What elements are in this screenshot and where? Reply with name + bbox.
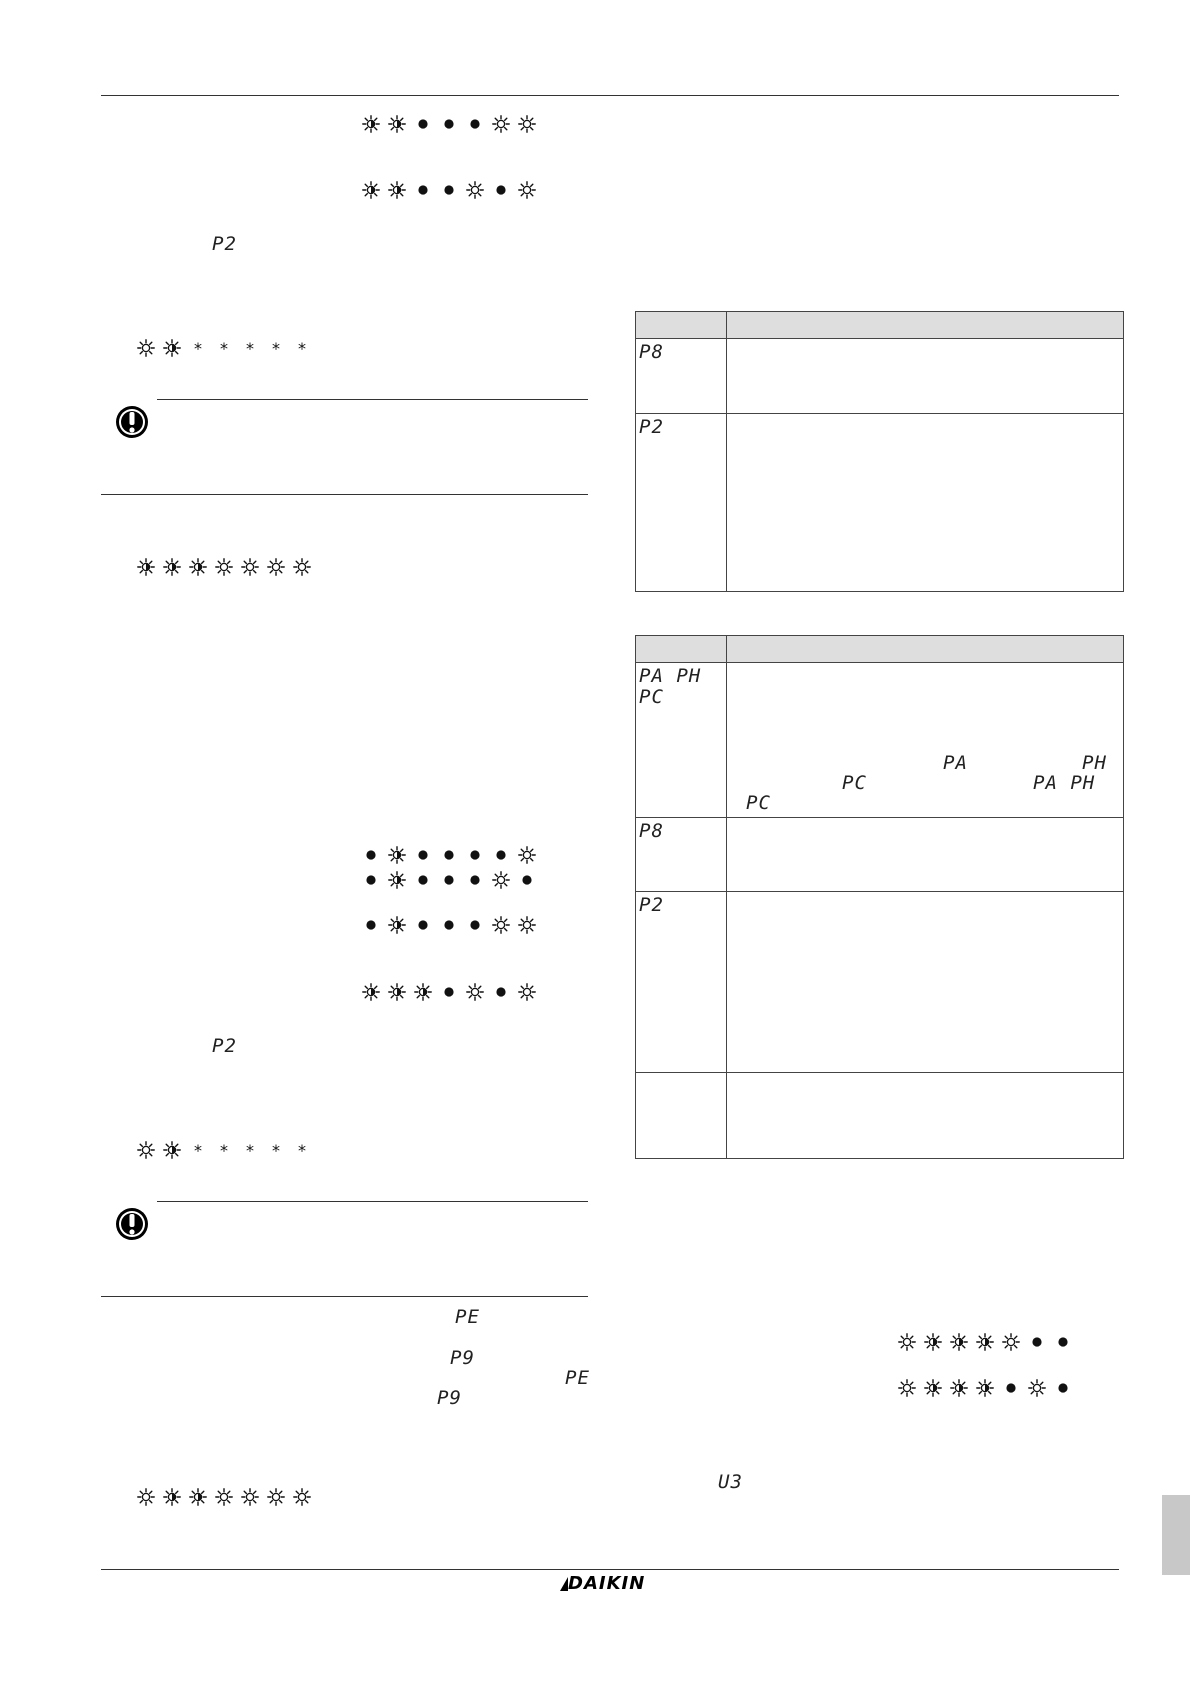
table-header — [636, 312, 1123, 339]
led-flashing-icon — [946, 1378, 972, 1398]
warning-box — [101, 399, 588, 495]
inline-code: PA PH — [1033, 772, 1096, 794]
led-flashing-icon — [972, 1378, 998, 1398]
svg-text:*: * — [220, 1141, 228, 1159]
led-on-icon — [410, 870, 436, 890]
led-flashing-icon — [384, 180, 410, 200]
display-code: PE — [565, 1367, 590, 1389]
svg-text:*: * — [272, 339, 280, 357]
led-flashing-icon — [384, 845, 410, 865]
led-on-icon — [462, 845, 488, 865]
led-on-icon — [410, 180, 436, 200]
led-any-state-icon — [211, 1140, 237, 1160]
error-code-table-1 — [635, 311, 1124, 592]
svg-text:*: * — [298, 339, 306, 357]
led-off-icon — [211, 557, 237, 577]
inline-code: PH — [1082, 752, 1107, 774]
led-flashing-icon — [384, 870, 410, 890]
table-code: P8 — [639, 341, 664, 363]
led-off-icon — [488, 915, 514, 935]
led-flashing-icon — [410, 982, 436, 1002]
led-on-icon — [436, 870, 462, 890]
display-code: P9 — [437, 1387, 462, 1409]
svg-text:*: * — [246, 1141, 254, 1159]
led-off-icon — [514, 982, 540, 1002]
led-on-icon — [1024, 1332, 1050, 1352]
led-off-icon — [289, 1487, 315, 1507]
led-on-icon — [410, 845, 436, 865]
led-on-icon — [436, 114, 462, 134]
led-off-icon — [133, 338, 159, 358]
led-flashing-icon — [920, 1332, 946, 1352]
led-any-state-icon — [237, 1140, 263, 1160]
led-flashing-icon — [185, 1487, 211, 1507]
header-rule — [101, 95, 1119, 96]
svg-text:*: * — [220, 339, 228, 357]
led-pattern-2 — [358, 180, 540, 200]
display-code: P2 — [212, 1035, 237, 1057]
led-off-icon — [894, 1332, 920, 1352]
led-flashing-icon — [358, 114, 384, 134]
led-on-icon — [436, 845, 462, 865]
led-on-icon — [358, 870, 384, 890]
led-on-icon — [436, 982, 462, 1002]
led-flashing-icon — [946, 1332, 972, 1352]
led-off-icon — [263, 1487, 289, 1507]
led-on-icon — [1050, 1332, 1076, 1352]
led-on-icon — [462, 870, 488, 890]
led-on-icon — [410, 114, 436, 134]
led-pattern-9 — [133, 1140, 315, 1160]
table-code: P8 — [639, 820, 664, 842]
led-any-state-icon — [237, 338, 263, 358]
svg-text:*: * — [272, 1141, 280, 1159]
led-flashing-icon — [358, 180, 384, 200]
svg-text:*: * — [194, 339, 202, 357]
led-off-icon — [211, 1487, 237, 1507]
led-off-icon — [237, 557, 263, 577]
led-any-state-icon — [289, 1140, 315, 1160]
display-code: P2 — [212, 233, 237, 255]
display-code: PE — [455, 1306, 480, 1328]
led-on-icon — [436, 180, 462, 200]
chapter-tab — [1162, 1495, 1190, 1575]
led-off-icon — [998, 1332, 1024, 1352]
led-any-state-icon — [185, 338, 211, 358]
led-on-icon — [488, 180, 514, 200]
daikin-logo: DAIKIN — [568, 1573, 646, 1594]
exclamation-icon — [115, 405, 149, 439]
table-code: P2 — [639, 894, 664, 916]
led-any-state-icon — [263, 338, 289, 358]
led-pattern-12 — [894, 1378, 1076, 1398]
led-off-icon — [263, 557, 289, 577]
led-flashing-icon — [133, 557, 159, 577]
led-flashing-icon — [159, 338, 185, 358]
led-pattern-7 — [358, 915, 540, 935]
led-on-icon — [1050, 1378, 1076, 1398]
led-off-icon — [514, 114, 540, 134]
led-flashing-icon — [972, 1332, 998, 1352]
led-off-icon — [462, 180, 488, 200]
led-any-state-icon — [185, 1140, 211, 1160]
daikin-logo-mark — [560, 1577, 568, 1591]
led-flashing-icon — [920, 1378, 946, 1398]
led-pattern-6 — [358, 870, 540, 890]
led-flashing-icon — [159, 1140, 185, 1160]
led-off-icon — [133, 1487, 159, 1507]
led-on-icon — [462, 915, 488, 935]
footer-rule — [101, 1569, 1119, 1570]
led-pattern-3 — [133, 338, 315, 358]
svg-text:*: * — [298, 1141, 306, 1159]
led-any-state-icon — [263, 1140, 289, 1160]
warning-box — [101, 1201, 588, 1297]
error-code-table-2 — [635, 635, 1124, 1159]
led-flashing-icon — [185, 557, 211, 577]
led-off-icon — [514, 845, 540, 865]
led-pattern-10 — [133, 1487, 315, 1507]
led-any-state-icon — [289, 338, 315, 358]
led-off-icon — [237, 1487, 263, 1507]
inline-code: PA — [943, 752, 968, 774]
led-on-icon — [998, 1378, 1024, 1398]
svg-text:*: * — [246, 339, 254, 357]
inline-code: PC — [746, 792, 771, 814]
table-header — [636, 636, 1123, 663]
led-on-icon — [488, 845, 514, 865]
led-flashing-icon — [384, 114, 410, 134]
led-on-icon — [514, 870, 540, 890]
led-pattern-4 — [133, 557, 315, 577]
led-pattern-11 — [894, 1332, 1076, 1352]
led-on-icon — [358, 915, 384, 935]
table-code: PC — [639, 686, 664, 708]
display-code: P9 — [450, 1347, 475, 1369]
led-on-icon — [410, 915, 436, 935]
led-on-icon — [462, 114, 488, 134]
led-flashing-icon — [384, 982, 410, 1002]
led-off-icon — [894, 1378, 920, 1398]
led-pattern-8 — [358, 982, 540, 1002]
led-flashing-icon — [159, 557, 185, 577]
led-on-icon — [436, 915, 462, 935]
led-any-state-icon — [211, 338, 237, 358]
led-off-icon — [514, 915, 540, 935]
led-pattern-1 — [358, 114, 540, 134]
led-pattern-5 — [358, 845, 540, 865]
svg-text:*: * — [194, 1141, 202, 1159]
led-off-icon — [1024, 1378, 1050, 1398]
exclamation-icon — [115, 1207, 149, 1241]
led-flashing-icon — [159, 1487, 185, 1507]
led-off-icon — [488, 870, 514, 890]
led-off-icon — [462, 982, 488, 1002]
led-off-icon — [488, 114, 514, 134]
led-off-icon — [133, 1140, 159, 1160]
inline-code: PC — [842, 772, 867, 794]
display-code: U3 — [718, 1471, 743, 1493]
led-on-icon — [488, 982, 514, 1002]
table-code: P2 — [639, 416, 664, 438]
led-off-icon — [289, 557, 315, 577]
table-code: PA PH — [639, 665, 702, 687]
led-flashing-icon — [384, 915, 410, 935]
led-off-icon — [514, 180, 540, 200]
led-flashing-icon — [358, 982, 384, 1002]
led-on-icon — [358, 845, 384, 865]
